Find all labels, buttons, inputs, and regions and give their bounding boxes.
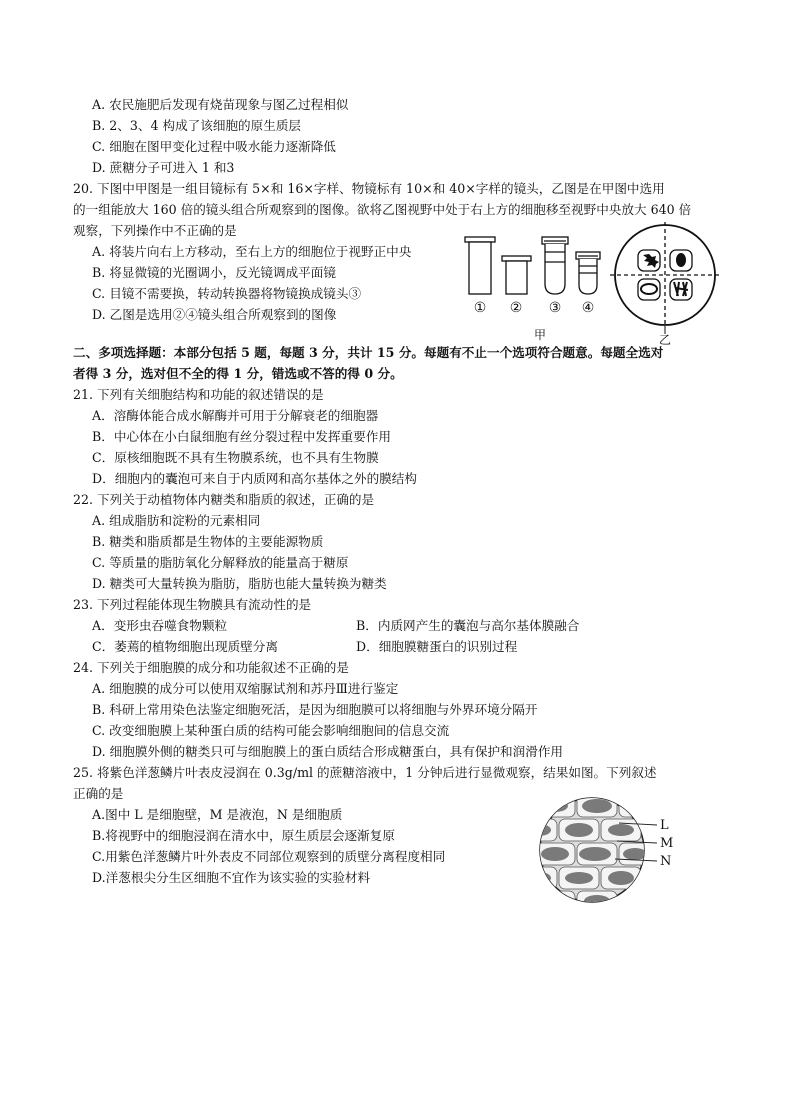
figure-label-jia: 甲: [533, 328, 547, 342]
q21-option-b: B．中心体在小白鼠细胞有丝分裂过程中发挥重要作用: [92, 429, 391, 444]
q24-stem: 24. 下列关于细胞膜的成分和功能叙述不正确的是: [73, 660, 349, 675]
q23-option-b: B．内质网产生的囊泡与高尔基体膜融合: [356, 618, 580, 633]
lens-label-4: ④: [581, 300, 595, 316]
lens-1: [465, 237, 495, 242]
q22-stem: 22. 下列关于动植物体内糖类和脂质的叙述，正确的是: [73, 492, 375, 507]
q23-option-c: C．萎蔫的植物细胞出现质壁分离: [92, 639, 278, 654]
q25-stem-line2: 正确的是: [73, 786, 124, 801]
q25-option-a: A.图中 L 是细胞壁，M 是液泡，N 是细胞质: [92, 807, 343, 822]
q25-label-n: N: [660, 854, 672, 869]
q20-option-c: C. 目镜不需要换，转动转换器将物镜换成镜头③: [92, 286, 362, 301]
q23-option-a: A．变形虫吞噬食物颗粒: [92, 618, 228, 633]
q19-option-b: B. 2、3、4 构成了该细胞的原生质层: [92, 118, 302, 133]
q21-stem: 21. 下列有关细胞结构和功能的叙述错误的是: [73, 387, 324, 402]
q22-option-c: C. 等质量的脂肪氧化分解释放的能量高于糖原: [92, 555, 349, 570]
lens-label-1: ①: [473, 300, 487, 316]
section2-header-line1: 二、多项选择题：本部分包括 5 题，每题 3 分，共计 15 分。每题有不止一个选项符合题意。每题全选对: [73, 345, 664, 360]
q24-option-a: A. 细胞膜的成分可以使用双缩脲试剂和苏丹Ⅲ进行鉴定: [92, 681, 399, 696]
q23-stem: 23. 下列过程能体现生物膜具有流动性的是: [73, 597, 312, 612]
q25-label-l: L: [660, 818, 669, 833]
q24-option-b: B. 科研上常用染色法鉴定细胞死活，是因为细胞膜可以将细胞与外界环境分隔开: [92, 702, 538, 717]
q25-option-d: D.洋葱根尖分生区细胞不宜作为该实验的实验材料: [92, 870, 371, 885]
q25-option-c: C.用紫色洋葱鳞片叶外表皮不同部位观察到的质壁分离程度相同: [92, 849, 446, 864]
q25-figure: [535, 795, 685, 905]
q19-option-d: D. 蔗糖分子可进入 1 和3: [92, 160, 235, 175]
section2-header-line2: 者得 3 分，选对但不全的得 1 分，错选或不答的得 0 分。: [73, 366, 403, 381]
q24-option-c: C. 改变细胞膜上某种蛋白质的结构可能会影响细胞间的信息交流: [92, 723, 450, 738]
q20-option-a: A. 将装片向右上方移动，至右上方的细胞位于视野正中央: [92, 244, 412, 259]
lens-label-2: ②: [509, 300, 523, 316]
q21-option-a: A．溶酶体能合成水解酶并可用于分解衰老的细胞器: [92, 408, 379, 423]
q20-stem-line1: 20. 下图中甲图是一组目镜标有 5×和 16×字样、物镜标有 10×和 40×字样的镜头，乙图是在甲图中选用: [73, 181, 665, 196]
q20-stem-line3: 观察，下列操作中不正确的是: [73, 223, 237, 238]
q24-option-d: D. 细胞膜外侧的糖类只可与细胞膜上的蛋白质结合形成糖蛋白，具有保护和润滑作用: [92, 744, 564, 759]
q21-option-d: D．细胞内的囊泡可来自于内质网和高尔基体之外的膜结构: [92, 471, 417, 486]
q25-stem-line1: 25. 将紫色洋葱鳞片叶表皮浸润在 0.3g/ml 的蔗糖溶液中，1 分钟后进行显微观察，结果如图。下列叙述: [73, 765, 657, 780]
lens-label-3: ③: [548, 300, 562, 316]
figure-label-yi: 乙: [658, 333, 672, 346]
lens-2: [502, 256, 531, 261]
q25-label-m: M: [660, 836, 674, 851]
q20-option-d: D. 乙图是选用②④镜头组合所观察到的图像: [92, 307, 337, 322]
q22-option-a: A. 组成脂肪和淀粉的元素相同: [92, 513, 261, 528]
q19-option-a: A. 农民施肥后发现有烧苗现象与图乙过程相似: [92, 97, 349, 112]
q22-option-b: B. 糖类和脂质都是生物体的主要能源物质: [92, 534, 324, 549]
q20-option-b: B. 将显微镜的光圈调小，反光镜调成平面镜: [92, 265, 336, 280]
q23-option-d: D．细胞膜糖蛋白的识别过程: [356, 639, 518, 654]
q20-stem-line2: 的一组能放大 160 倍的镜头组合所观察到的图像。欲将乙图视野中处于右上方的细胞移至视野中央放大 640 倍: [73, 202, 692, 217]
q25-option-b: B.将视野中的细胞浸润在清水中，原生质层会逐渐复原: [92, 828, 395, 843]
q22-option-d: D. 糖类可大量转换为脂肪，脂肪也能大量转换为糖类: [92, 576, 387, 591]
q19-option-c: C. 细胞在图甲变化过程中吸水能力逐渐降低: [92, 139, 336, 154]
q21-option-c: C．原核细胞既不具有生物膜系统，也不具有生物膜: [92, 450, 379, 465]
q20-figure: [460, 222, 720, 346]
